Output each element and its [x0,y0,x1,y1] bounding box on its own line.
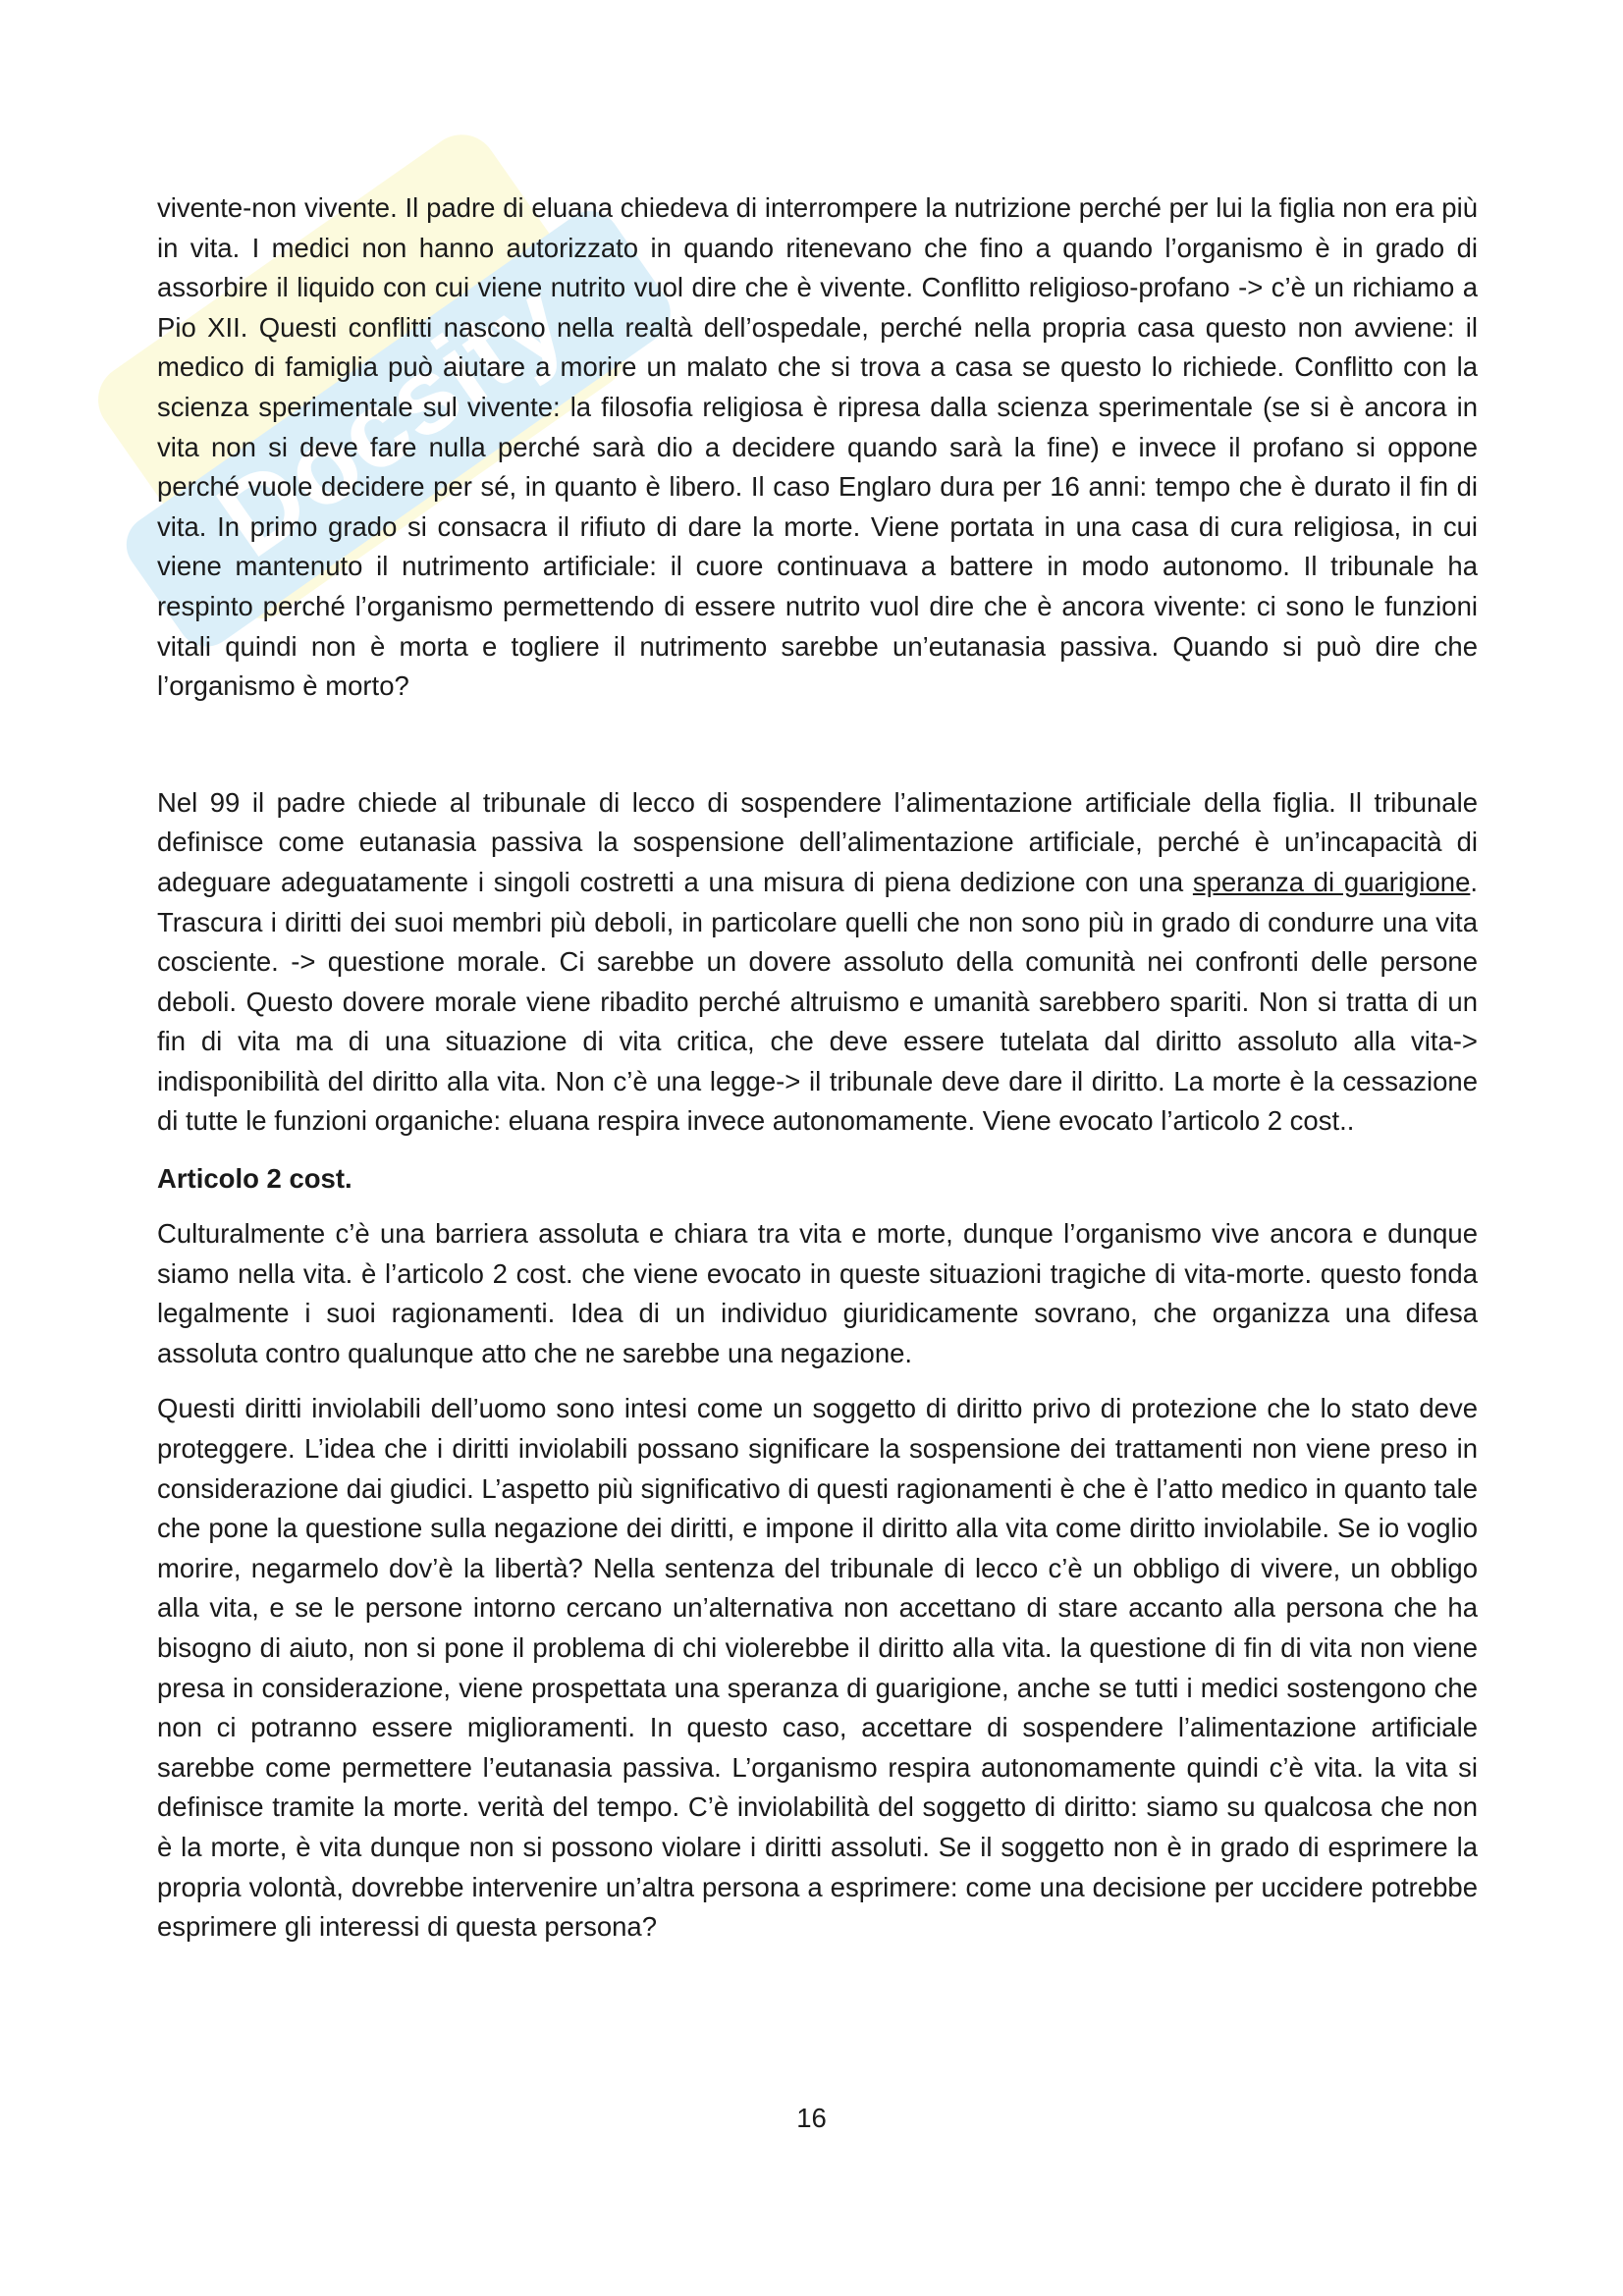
document-body [157,188,1478,1948]
page-number: 16 [796,2103,827,2133]
paragraph-2-text-a: Nel 99 il padre chiede al tribunale di lecco di sospendere l’alimentazione artificiale della figlia. Il tribunale definisce come eutanasia passiva la sospensione dell’alimentazione artificiale, perché è un’incapacità di adeguare adeguatamente i singoli costretti a una misura di piena dedizione con una [157,786,1478,897]
paragraph-4: Questi diritti inviolabili dell’uomo sono intesi come un soggetto di diritto privo di protezione che lo stato deve proteggere. L’idea che i diritti inviolabili possano significare la sospensione dei trattamenti non viene preso in considerazione dai giudici. L’aspetto più significativo di questi ragionamenti è che è l’atto medico in quanto tale che pone la questione sulla negazione dei diritti, e impone il diritto alla vita come diritto inviolabile. Se io voglio morire, negarmelo dov’è la libertà? Nella sentenza del tribunale di lecco c’è un obbligo di vivere, un obbligo alla vita, e se le persone intorno cercano un’alternativa non accettano di stare accanto alla persona che ha bisogno di aiuto, non si pone il problema di chi violerebbe il diritto alla vita. la questione di fin di vita non viene presa in considerazione, viene prospettata una speranza di guarigione, anche se tutti i medici sostengono che non ci potranno essere miglioramenti. In questo caso, accettare di sospendere l’alimentazione artificiale sarebbe come permettere l’eutanasia passiva. L’organismo respira autonomamente quindi c’è vita. la vita si definisce tramite la morte. verità del tempo. C’è inviolabilità del soggetto di diritto: siamo su qualcosa che non è la morte, è vita dunque non si possono violare i diritti assoluti. Se il soggetto non è in grado di esprimere la propria volontà, dovrebbe intervenire un’altra persona a esprimere: come una decisione per uccidere potrebbe esprimere gli interessi di questa persona? [157,1393,1478,1943]
paragraph-1: vivente-non vivente. Il padre di eluana chiedeva di interrompere la nutrizione perché per lui la figlia non era più in vita. I medici non hanno autorizzato in quando ritenevano che fino a quando l’organismo è in grado di assorbire il liquido con cui viene nutrito vuol dire che è vivente. Conflitto religioso-profano -> c’è un richiamo a Pio XII. Questi conflitti nascono nella realtà dell’ospedale, perché nella propria casa questo non avviene: il medico di famiglia può aiutare a morire un malato che si trova a casa se questo lo richiede. Conflitto con la scienza sperimentale sul vivente: la filosofia religiosa è ripresa dalla scienza sperimentale (se si è ancora in vita non si deve fare nulla perché sarà dio a decidere quando sarà la fine) e invece il profano si oppone perché vuole decidere per sé, in quanto è libero. Il caso Englaro dura per 16 anni: tempo che è durato il fin di vita. In primo grado si consacra il rifiuto di dare la morte. Viene portata in una casa di cura religiosa, in cui viene mantenuto il nutrimento artificiale: il cuore continuava a battere in modo autonomo. Il tribunale ha respinto perché l’organismo permettendo di essere nutrito vuol dire che è ancora vivente: ci sono le funzioni vitali quindi non è morta e togliere il nutrimento sarebbe un’eutanasia passiva. Quando si può dire che l’organismo è morto? [157,192,1478,702]
section-heading: Articolo 2 cost. [157,1163,352,1195]
paragraph-2-text-b: . Trascura i diritti dei suoi membri più deboli, in particolare quelli che non sono più in grado di condurre una vita cosciente. -> questione morale. Ci sarebbe un dovere assoluto della comunità nei confronti delle persone deboli. Questo dovere morale viene ribadito perché altruismo e umanità sarebbero spariti. Non si tratta di un fin di vita ma di una situazione di vita critica, che deve essere tutelata dal diritto assoluto alla vita-> indisponibilità del diritto alla vita. Non c’è una legge-> il tribunale deve dare il diritto. La morte è la cessazione di tutte le funzioni organiche: eluana respira invece autonomamente. Viene evocato l’articolo 2 cost.. [157,866,1478,1137]
paragraph-3: Culturalmente c’è una barriera assoluta e chiara tra vita e morte, dunque l’organismo vive ancora e dunque siamo nella vita. è l’articolo 2 cost. che viene evocato in queste situazioni tragiche di vita-morte. questo fonda legalmente i suoi ragionamenti. Idea di un individuo giuridicamente sovrano, che organizza una difesa assoluta contro qualunque atto che ne sarebbe una negazione. [157,1218,1478,1368]
watermark-text: Docsity [196,257,586,580]
underlined-phrase: speranza di guarigione [1192,866,1471,897]
paragraph-2 [157,783,1478,1142]
